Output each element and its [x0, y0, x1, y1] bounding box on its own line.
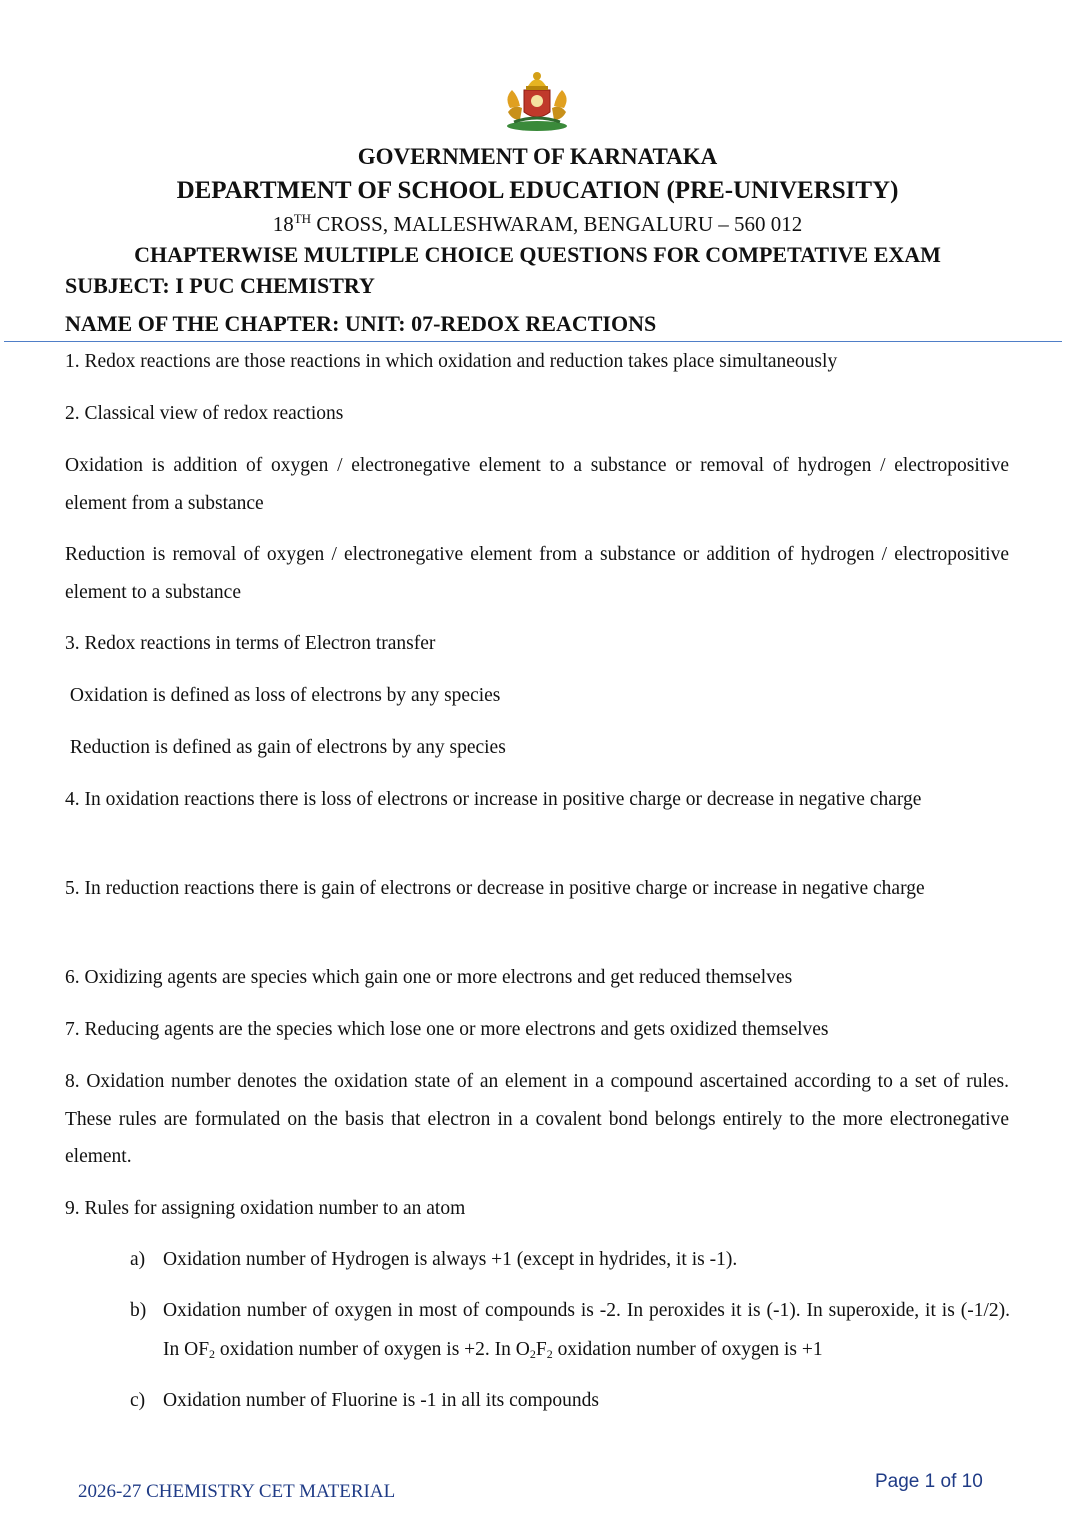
header-government: GOVERNMENT OF KARNATAKA: [357, 144, 718, 169]
header-address: [0, 211, 1075, 237]
list-b-text-1: Oxidation number of oxygen in most of compounds is -2. In peroxides it is (-1). In superoxide, it is (-1/2). In OF: [163, 1300, 1010, 1360]
paragraph-2: 2. Classical view of redox reactions: [65, 403, 344, 424]
paragraph-6: 6. Oxidizing agents are species which gain one or more electrons and get reduced themselves: [65, 967, 793, 988]
paragraph-5: 5. In reduction reactions there is gain of electrons or decrease in positive charge or increase in negative charge: [65, 878, 925, 899]
paragraph-reduction-electron: Reduction is defined as gain of electrons by any species: [65, 737, 506, 758]
paragraph-reduction-classical: Reduction is removal of oxygen / electronegative element from a substance or addition of hydrogen / electropositive element to a substance: [65, 544, 1009, 603]
list-b-text-4: oxidation number of oxygen is +1: [552, 1338, 823, 1360]
list-item-a: [130, 1241, 1010, 1280]
list-text-b: [163, 1292, 1010, 1369]
list-marker-c: c): [130, 1390, 146, 1411]
paragraph-1: 1. Redox reactions are those reactions in which oxidation and reduction takes place simultaneously: [65, 351, 838, 372]
paragraph-3: 3. Redox reactions in terms of Electron transfer: [65, 633, 436, 654]
list-b-text-3: F: [535, 1338, 547, 1360]
address-superscript: TH: [293, 211, 312, 226]
list-b-subscript-1: 2: [209, 1346, 216, 1361]
list-item-c: [130, 1382, 1010, 1421]
list-marker-a: a): [130, 1249, 146, 1270]
list-text-c: Oxidation number of Fluorine is -1 in all its compounds: [163, 1390, 599, 1411]
paragraph-8: 8. Oxidation number denotes the oxidation state of an element in a compound ascertained according to a set of rules. These rules are formulated on the basis that electron in a covalent bond belongs entirely to the more electronegative element.: [65, 1071, 1009, 1167]
address-number: 18: [272, 212, 294, 236]
address-rest: CROSS, MALLESHWARAM, BENGALURU – 560 012: [311, 212, 803, 236]
list-text-a: Oxidation number of Hydrogen is always +1 (except in hydrides, it is -1).: [163, 1249, 738, 1270]
paragraph-7: 7. Reducing agents are the species which lose one or more electrons and gets oxidized themselves: [65, 1019, 829, 1040]
footer-material-label: 2026-27 CHEMISTRY CET MATERIAL: [78, 1481, 396, 1502]
paragraph-9: 9. Rules for assigning oxidation number to an atom: [65, 1198, 466, 1219]
karnataka-emblem-icon: [500, 68, 574, 132]
list-b-subscript-2: 2: [529, 1346, 536, 1361]
list-marker-b: b): [130, 1300, 147, 1321]
list-b-subscript-3: 2: [546, 1346, 553, 1361]
paragraph-4: 4. In oxidation reactions there is loss of electrons or increase in positive charge or decrease in negative charge: [65, 789, 922, 810]
header-exam-title: CHAPTERWISE MULTIPLE CHOICE QUESTIONS FOR COMPETATIVE EXAM: [134, 242, 941, 267]
header-divider: [4, 341, 1062, 342]
header-department: DEPARTMENT OF SCHOOL EDUCATION (PRE-UNIVERSITY): [176, 177, 899, 204]
subject-label: SUBJECT: I PUC CHEMISTRY: [65, 273, 375, 298]
list-b-text-2: oxidation number of oxygen is +2. In O: [215, 1338, 530, 1360]
chapter-label: NAME OF THE CHAPTER: UNIT: 07-REDOX REACTIONS: [65, 311, 657, 336]
list-item-b: [130, 1292, 1010, 1369]
paragraph-oxidation-classical: Oxidation is addition of oxygen / electronegative element to a substance or removal of hydrogen / electropositive element from a substance: [65, 455, 1009, 514]
paragraph-oxidation-electron: Oxidation is defined as loss of electrons by any species: [65, 685, 501, 706]
footer-page-number: Page 1 of 10: [875, 1471, 983, 1492]
